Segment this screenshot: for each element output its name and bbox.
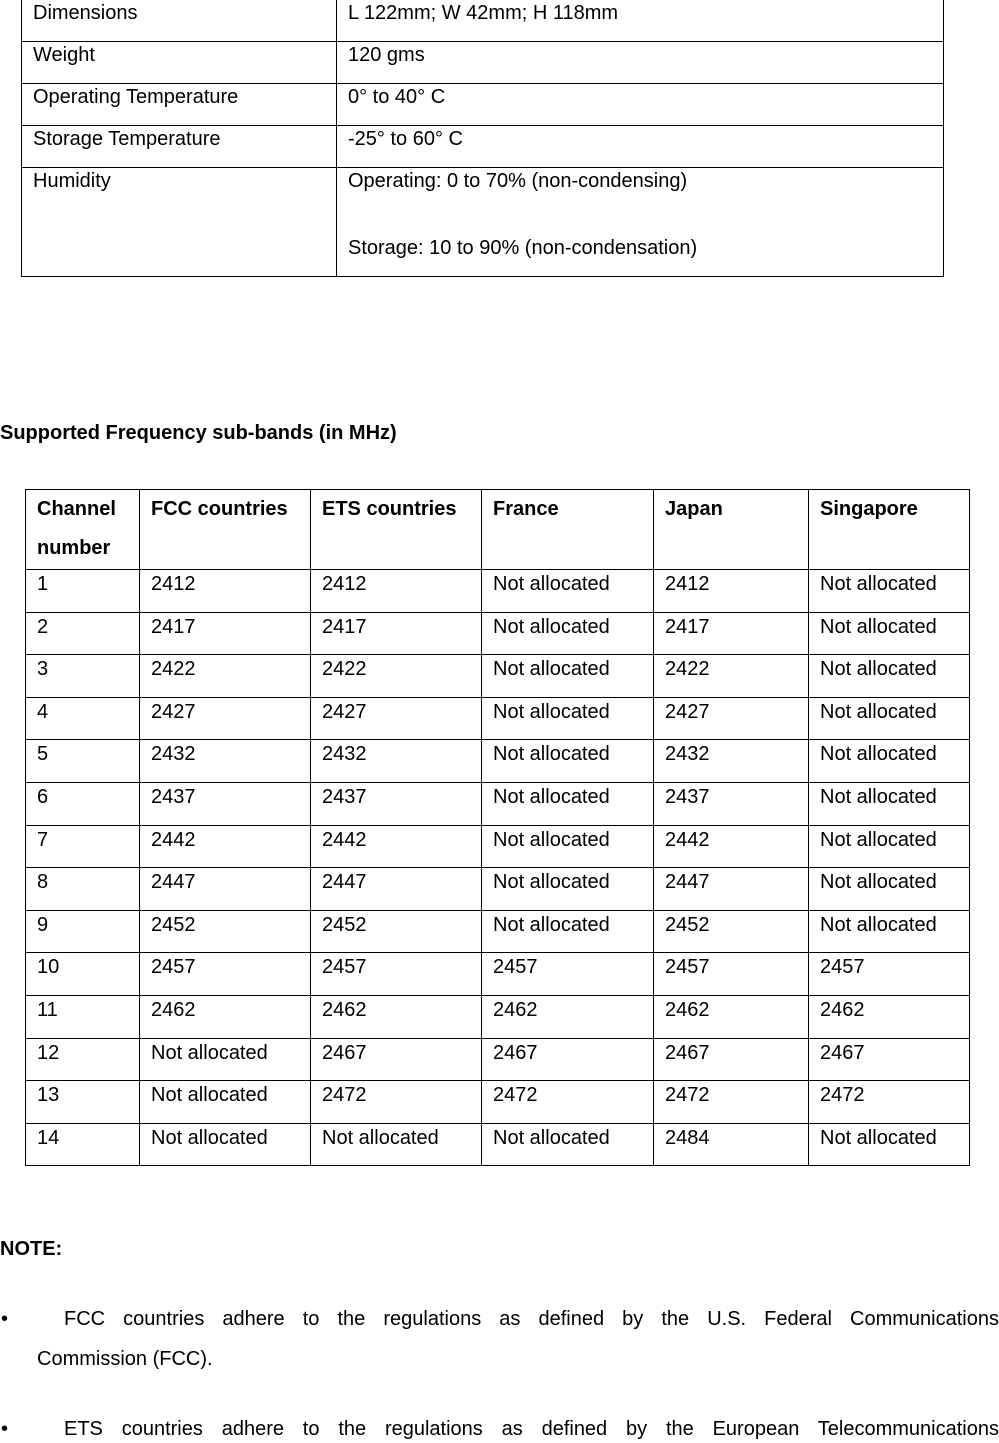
table-cell: Not allocated — [809, 655, 970, 698]
table-cell: 2427 — [654, 697, 809, 740]
spec-row — [22, 84, 944, 126]
table-cell: 2432 — [311, 740, 482, 783]
table-cell: 2417 — [654, 612, 809, 655]
specifications-table — [21, 0, 944, 277]
table-cell: 2472 — [311, 1081, 482, 1124]
table-row — [26, 697, 970, 740]
table-cell: 2462 — [311, 995, 482, 1038]
table-row — [26, 1081, 970, 1124]
table-row — [26, 1123, 970, 1166]
table-cell: 2452 — [311, 910, 482, 953]
table-cell: Not allocated — [809, 782, 970, 825]
table-cell: 2467 — [482, 1038, 654, 1081]
table-cell: 4 — [26, 697, 140, 740]
spec-value: L 122mm; W 42mm; H 118mm — [337, 0, 944, 42]
spec-label: Weight — [22, 42, 337, 84]
table-cell: Not allocated — [482, 825, 654, 868]
table-cell: 2442 — [140, 825, 311, 868]
table-cell: 3 — [26, 655, 140, 698]
spec-row-humidity — [22, 168, 944, 277]
column-header: FCC countries — [140, 490, 311, 570]
table-cell: Not allocated — [809, 825, 970, 868]
table-cell: 2462 — [809, 995, 970, 1038]
table-cell: 2432 — [654, 740, 809, 783]
table-cell: 2462 — [654, 995, 809, 1038]
note-item-1-line-1: FCC countries adhere to the regulations as defined by the U.S. Federal Communications — [64, 1308, 999, 1330]
table-row — [26, 570, 970, 613]
table-cell: 2457 — [654, 953, 809, 996]
table-cell: Not allocated — [482, 570, 654, 613]
table-cell: 2472 — [654, 1081, 809, 1124]
humidity-storage: Storage: 10 to 90% (non-condensation) — [348, 237, 698, 259]
table-cell: 2472 — [809, 1081, 970, 1124]
frequency-heading: Supported Frequency sub-bands (in MHz) — [0, 422, 397, 444]
table-cell: Not allocated — [140, 1123, 311, 1166]
table-cell: Not allocated — [482, 782, 654, 825]
table-cell: 2422 — [311, 655, 482, 698]
humidity-operating: Operating: 0 to 70% (non-condensing) — [348, 170, 688, 192]
table-cell: 2412 — [311, 570, 482, 613]
table-cell: Not allocated — [482, 697, 654, 740]
table-cell: 2447 — [311, 868, 482, 911]
table-cell: 2422 — [140, 655, 311, 698]
table-cell: 12 — [26, 1038, 140, 1081]
table-header-row — [26, 490, 970, 570]
spec-label: Humidity — [22, 168, 337, 277]
table-cell: 5 — [26, 740, 140, 783]
spec-label: Storage Temperature — [22, 126, 337, 168]
table-cell: 7 — [26, 825, 140, 868]
table-cell: Not allocated — [809, 1123, 970, 1166]
table-row — [26, 953, 970, 996]
spec-label: Dimensions — [22, 0, 337, 42]
table-row — [26, 995, 970, 1038]
column-header: Channel number — [26, 490, 140, 570]
table-row — [26, 1038, 970, 1081]
table-cell: 2427 — [311, 697, 482, 740]
table-cell: 2412 — [654, 570, 809, 613]
table-row — [26, 782, 970, 825]
table-cell: Not allocated — [482, 1123, 654, 1166]
table-cell: Not allocated — [482, 612, 654, 655]
table-cell: 2467 — [654, 1038, 809, 1081]
table-cell: Not allocated — [809, 910, 970, 953]
table-cell: Not allocated — [809, 697, 970, 740]
spec-label: Operating Temperature — [22, 84, 337, 126]
table-cell: 2 — [26, 612, 140, 655]
table-cell: 2472 — [482, 1081, 654, 1124]
column-header: Singapore — [809, 490, 970, 570]
spec-row — [22, 0, 944, 42]
table-cell: Not allocated — [482, 655, 654, 698]
table-cell: 2457 — [809, 953, 970, 996]
table-cell: 2447 — [654, 868, 809, 911]
table-cell: Not allocated — [809, 868, 970, 911]
table-cell: Not allocated — [809, 740, 970, 783]
table-cell: 2442 — [311, 825, 482, 868]
table-cell: 2457 — [311, 953, 482, 996]
table-cell: 2432 — [140, 740, 311, 783]
table-cell: 2437 — [654, 782, 809, 825]
table-cell: 9 — [26, 910, 140, 953]
table-cell: 2452 — [654, 910, 809, 953]
table-cell: Not allocated — [482, 910, 654, 953]
table-cell: 2462 — [482, 995, 654, 1038]
table-cell: 2422 — [654, 655, 809, 698]
table-cell: Not allocated — [809, 570, 970, 613]
table-row — [26, 612, 970, 655]
note-item-1-line-2: Commission (FCC). — [37, 1348, 213, 1370]
spec-row — [22, 42, 944, 84]
table-cell: 2462 — [140, 995, 311, 1038]
table-cell: 2437 — [311, 782, 482, 825]
table-cell: 2417 — [140, 612, 311, 655]
table-cell: 2447 — [140, 868, 311, 911]
table-cell: 13 — [26, 1081, 140, 1124]
table-cell: 14 — [26, 1123, 140, 1166]
table-cell: 2452 — [140, 910, 311, 953]
table-cell: 2484 — [654, 1123, 809, 1166]
table-row — [26, 910, 970, 953]
spec-value: 120 gms — [337, 42, 944, 84]
table-cell: 2467 — [311, 1038, 482, 1081]
table-cell: Not allocated — [809, 612, 970, 655]
bullet-icon: • — [1, 1418, 9, 1440]
table-row — [26, 825, 970, 868]
table-row — [26, 868, 970, 911]
table-cell: 2412 — [140, 570, 311, 613]
table-cell: Not allocated — [140, 1038, 311, 1081]
table-cell: 10 — [26, 953, 140, 996]
note-title: NOTE: — [0, 1238, 63, 1260]
table-cell: Not allocated — [311, 1123, 482, 1166]
table-row — [26, 655, 970, 698]
table-cell: 2457 — [482, 953, 654, 996]
table-cell: Not allocated — [482, 868, 654, 911]
table-cell: 2427 — [140, 697, 311, 740]
table-cell: Not allocated — [140, 1081, 311, 1124]
spec-row — [22, 126, 944, 168]
table-cell: 8 — [26, 868, 140, 911]
table-cell: 2457 — [140, 953, 311, 996]
table-row — [26, 740, 970, 783]
note-item-2-line-1: ETS countries adhere to the regulations as defined by the European Telecommunications — [64, 1418, 999, 1440]
bullet-icon: • — [1, 1308, 9, 1330]
table-cell: Not allocated — [482, 740, 654, 783]
spec-value — [337, 168, 944, 277]
table-cell: 6 — [26, 782, 140, 825]
table-cell: 11 — [26, 995, 140, 1038]
spec-value: 0° to 40° C — [337, 84, 944, 126]
table-cell: 2417 — [311, 612, 482, 655]
table-cell: 1 — [26, 570, 140, 613]
frequency-table — [25, 489, 970, 1166]
column-header: France — [482, 490, 654, 570]
column-header: Japan — [654, 490, 809, 570]
column-header: ETS countries — [311, 490, 482, 570]
table-cell: 2442 — [654, 825, 809, 868]
table-cell: 2437 — [140, 782, 311, 825]
spec-value: -25° to 60° C — [337, 126, 944, 168]
table-cell: 2467 — [809, 1038, 970, 1081]
